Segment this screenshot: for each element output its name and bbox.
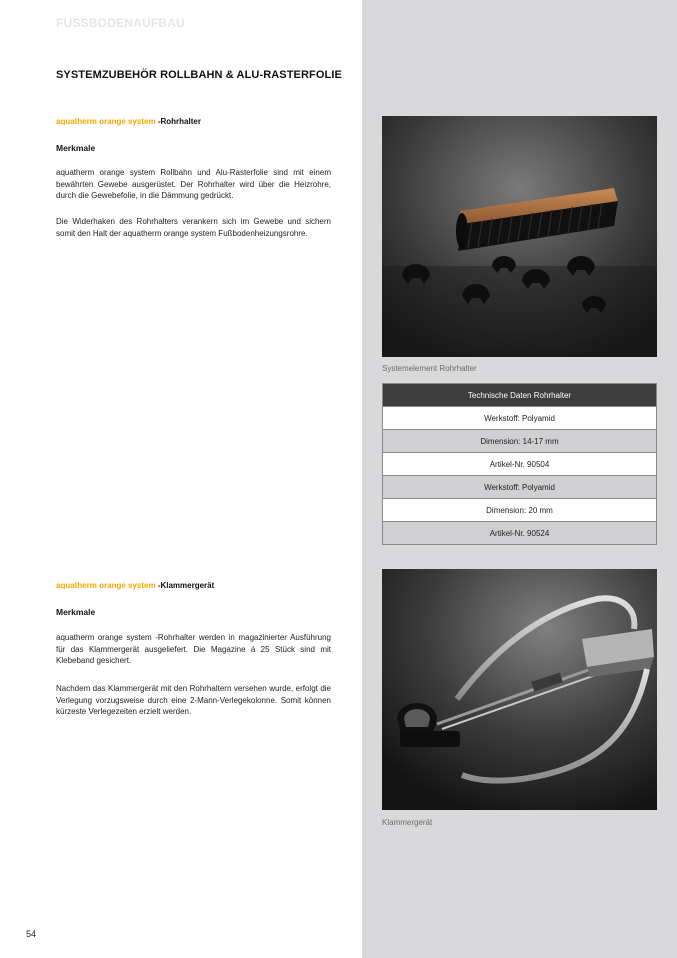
section-title: FUSSBODENAUFBAU — [56, 16, 185, 30]
table-row: Artikel-Nr. 90524 — [383, 522, 657, 545]
page-title: SYSTEMZUBEHÖR ROLLBAHN & ALU-RASTERFOLIE — [56, 69, 342, 81]
description-paragraph: aquatherm orange system -Rohrhalter werden in magazinierter Ausführung für das Klammergerät ausgeliefert. Die Magazine á 25 Stück sind mit Klebeband gesichert. — [56, 633, 331, 665]
photo-caption: Systemelement Rohrhalter — [382, 364, 477, 373]
photo-caption: Klammergerät — [382, 818, 433, 827]
table-row: Dimension: 20 mm — [383, 499, 657, 522]
brand-label: aquatherm orange system — [56, 581, 156, 590]
description-paragraph: Nachdem das Klammergerät mit den Rohrhaltern versehen wurde, erfolgt die Verlegung vorzugsweise durch eine 2-Mann-Verlegekolonne. Somit können kürzeste Verlegezeiten erzielt werden. — [56, 684, 331, 716]
description-paragraph: aquatherm orange system Rollbahn und Alu-Rasterfolie sind mit einem bewährten Gewebe ausgerüstet. Der Rohrhalter wird über die Heizrohre, durch die Gewebefolie, in die Dämmung gedrückt. — [56, 168, 331, 200]
product-label: -Klammergerät — [155, 581, 215, 590]
table-row: Artikel-Nr. 90504 — [383, 453, 657, 476]
technical-data-table — [382, 383, 657, 545]
merkmale-heading: Merkmale — [56, 607, 96, 617]
merkmale-heading: Merkmale — [56, 143, 96, 153]
table-row: Werkstoff: Polyamid — [383, 407, 657, 430]
page-number: 54 — [26, 929, 37, 939]
product-heading-rohrhalter — [56, 117, 201, 126]
table-header: Technische Daten Rohrhalter — [383, 384, 657, 407]
rohrhalter-photo — [382, 116, 657, 357]
klammergeraet-photo — [382, 569, 657, 810]
table-row: Werkstoff: Polyamid — [383, 476, 657, 499]
product-heading-klammergeraet — [56, 581, 214, 590]
brand-label: aquatherm orange system — [56, 117, 156, 126]
description-paragraph: Die Widerhaken des Rohrhalters verankern sich im Gewebe und sichern somit den Halt der aquatherm orange system Fußbodenheizungsrohre. — [56, 217, 331, 238]
product-label: -Rohrhalter — [155, 117, 201, 126]
table-row: Dimension: 14-17 mm — [383, 430, 657, 453]
